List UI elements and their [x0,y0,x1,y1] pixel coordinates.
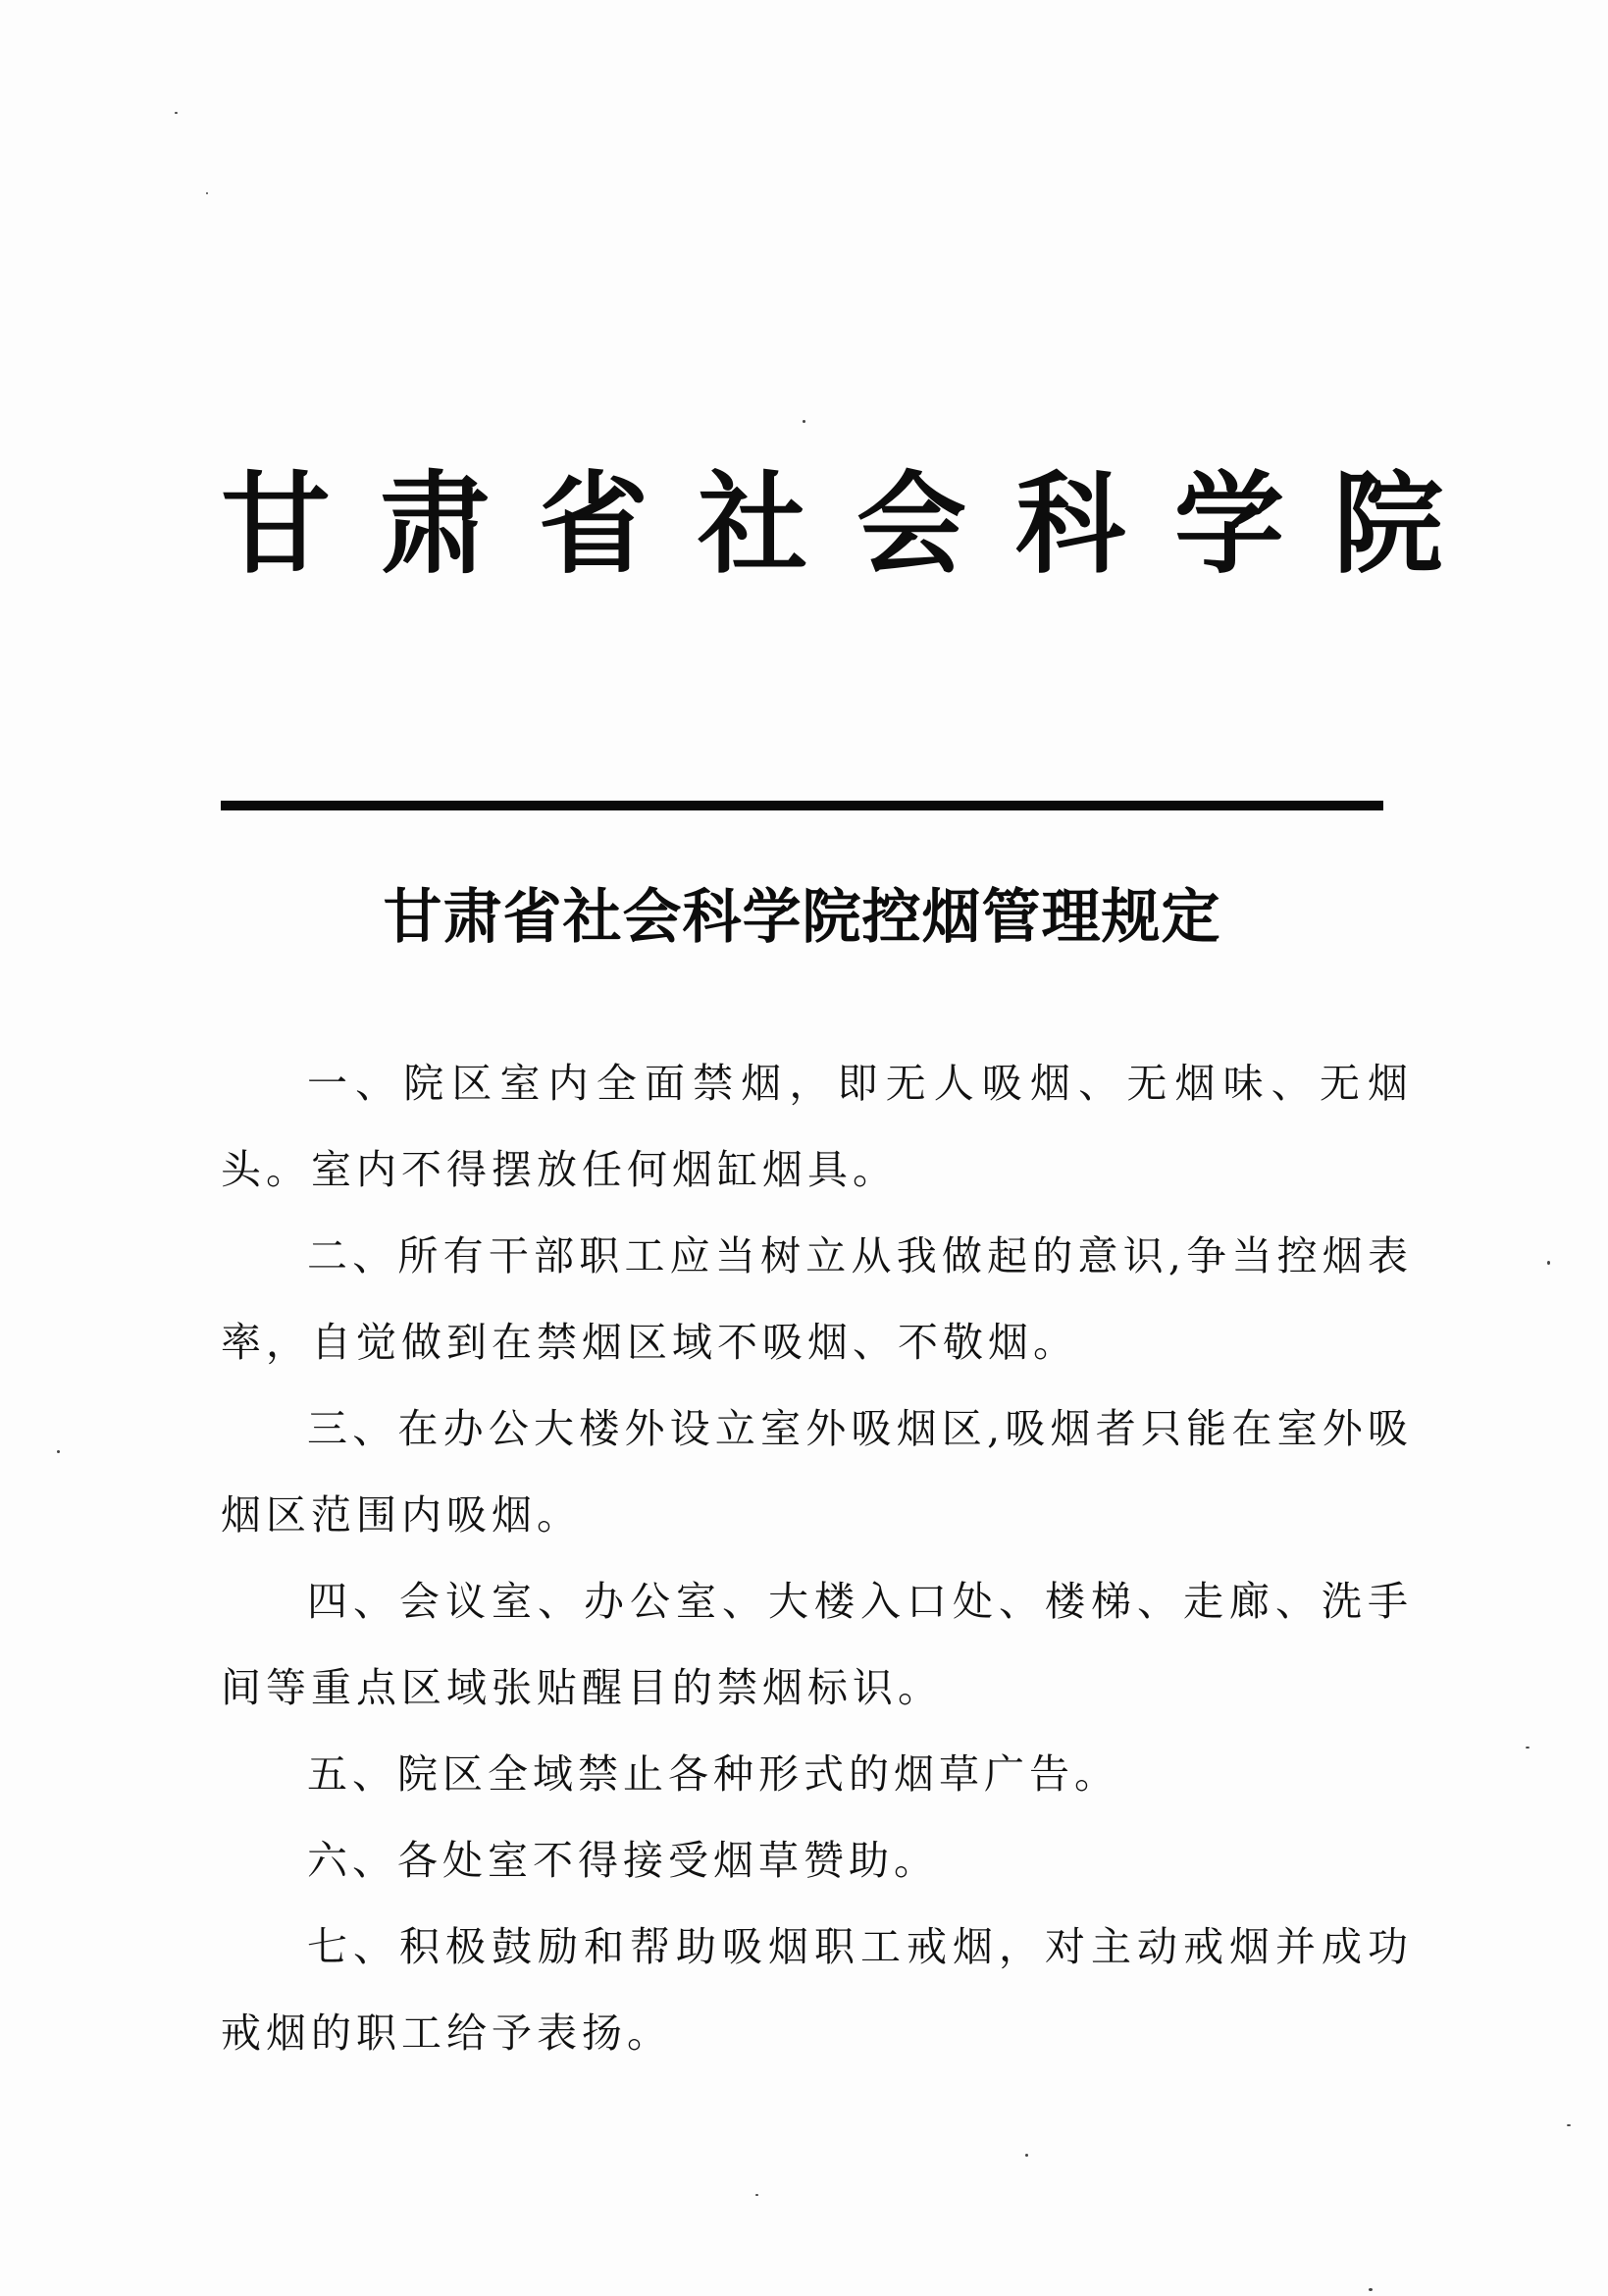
scan-speck [175,112,178,114]
organization-header: 甘肃省社会科学院 [221,460,1492,589]
scan-speck [755,2194,758,2196]
scan-speck [1526,1747,1530,1748]
scan-speck [1547,1261,1550,1265]
regulation-item-1: 一、院区室内全面禁烟，即无人吸烟、无烟味、无烟头。室内不得摆放任何烟缸烟具。 [221,1060,1413,1193]
scan-speck [803,420,805,423]
regulation-item-7: 七、积极鼓励和帮助吸烟职工戒烟，对主动戒烟并成功戒烟的职工给予表扬。 [221,1923,1413,2057]
regulation-item-5: 五、院区全域禁止各种形式的烟草广告。 [307,1750,1119,1798]
document-title: 甘肃省社会科学院控烟管理规定 [383,883,1221,952]
scan-speck [206,192,208,194]
scan-speck [1369,2288,1373,2291]
regulation-item-2: 二、所有干部职工应当树立从我做起的意识,争当控烟表率，自觉做到在禁烟区域不吸烟、不敬烟。 [221,1232,1413,1366]
scan-speck [57,1450,60,1453]
regulation-item-4: 四、会议室、办公室、大楼入口处、楼梯、走廊、洗手间等重点区域张贴醒目的禁烟标识。 [221,1578,1413,1711]
regulation-item-6: 六、各处室不得接受烟草赞助。 [307,1837,939,1884]
scan-speck [1567,2124,1571,2126]
header-divider [221,801,1383,810]
scan-speck [1025,2154,1028,2157]
regulation-item-3: 三、在办公大楼外设立室外吸烟区,吸烟者只能在室外吸烟区范围内吸烟。 [221,1405,1413,1539]
document-body [221,1040,1413,2076]
